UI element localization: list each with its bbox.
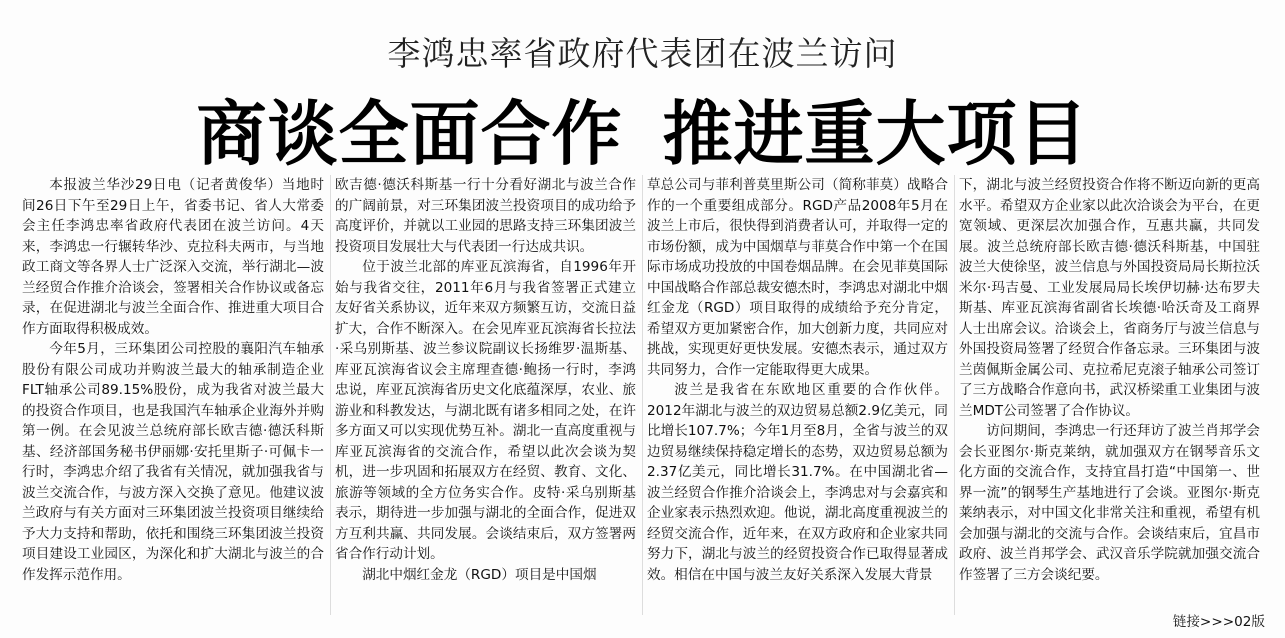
paragraph: 草总公司与菲利普莫里斯公司（简称菲莫）战略合作的一个重要组成部分。RGD产品2008年5月在波兰上市后，很快得到消费者认可，并取得一定的市场份额，成为中国烟草与菲莫合作中第一个在国际市场成功投放的中国卷烟品牌。在会见菲莫国际中国战略合作部总裁安德杰时，李鸿忠对湖北中烟红金龙（RGD）项目取得的成绩给予充分肯定，希望双方更加紧密合作，加大创新力度，共同应对挑战，实现更好更快发展。安德杰表示，通过双方共同努力，合作一定能取得更大成果。 (647, 177, 948, 378)
paragraph: 本报波兰华沙29日电（记者黄俊华）当地时间26日下午至29日上午，省委书记、省人大常委会主任李鸿忠率省政府代表团在波兰访问。4天来，李鸿忠一行辗转华沙、克拉科夫两市，与当地政工商文等各界人士广泛深入交流，举行湖北—波兰经贸合作推介洽谈会，签署相关合作协议或备忘录，在促进湖北与波兰全面合作、推进重大项目合作方面取得积极成效。 (22, 177, 324, 337)
column-4 (954, 175, 1266, 615)
article-subtitle: 李鸿忠率省政府代表团在波兰访问 (387, 34, 898, 73)
continuation-link[interactable]: 链接>>>02版 (1172, 614, 1265, 630)
paragraph: 位于波兰北部的库亚瓦滨海省，自1996年开始与我省交往，2011年6月与我省签署正式建立友好省关系协议，近年来双方频繁互访，交流日益扩大，合作不断深入。在会见库亚瓦滨海省长拉法·采乌别斯基、波兰参议院副议长扬维罗·温斯基、库亚瓦滨海省议会主席理查德·鲍扬一行时，李鸿忠说，库亚瓦滨海省历史文化底蕴深厚，农业、旅游业和科教发达，与湖北既有诸多相同之处，在许多方面又可以实现优势互补。湖北一直高度重视与库亚瓦滨海省的交流合作，希望以此次会谈为契机，进一步巩固和拓展双方在经贸、教育、文化、旅游等领域的全方位务实合作。皮特·采乌别斯基表示，期待进一步加强与湖北的全面合作，促进双方互利共赢、共同发展。会谈结束后，双方签署两省合作行动计划。 (335, 259, 636, 562)
column-2 (330, 175, 642, 615)
headline-part-1: 商谈全面合作 (196, 93, 623, 175)
paragraph: 欧吉德·德沃科斯基一行十分看好湖北与波兰合作的广阔前景，对三环集团波兰投资项目的成功给予高度评价，并就以工业园的思路支持三环集团波兰投资项目发展壮大与代表团一行达成共识。 (335, 177, 636, 255)
headline-part-2: 推进重大项目 (662, 93, 1089, 175)
article-body (18, 175, 1276, 615)
article-headline (0, 78, 1285, 179)
paragraph: 湖北中烟红金龙（RGD）项目是中国烟 (362, 566, 597, 583)
paragraph: 访问期间，李鸿忠一行还拜访了波兰肖邦学会会长亚图尔·斯克莱纳，就加强双方在钢琴音乐文化方面的交流合作，支持宜昌打造“中国第一、世界一流”的钢琴生产基地进行了会谈。亚图尔·斯克莱纳表示，对中国文化非常关注和重视，希望有机会加强与湖北的交流与合作。会谈结束后，宜昌市政府、波兰肖邦学会、武汉音乐学院就加强交流合作签署了三方会谈纪要。 (959, 423, 1260, 583)
paragraph: 下，湖北与波兰经贸投资合作将不断迈向新的更高水平。希望双方企业家以此次洽谈会为平台，在更宽领域、更深层次加强合作，互惠共赢，共同发展。波兰总统府部长欧吉德·德沃科斯基，中国驻波兰大使徐坚，波兰信息与外国投资局局长斯拉沃米尔·玛吉曼、工业发展局局长埃伊切赫·达布罗夫斯基、库亚瓦滨海省副省长埃德·哈沃奇及工商界人士出席会议。洽谈会上，省商务厅与波兰信息与外国投资局签署了经贸合作备忘录。三环集团与波兰茵佩斯金属公司、克拉希尼克滚子轴承公司签订了三方战略合作意向书，武汉桥梁重工业集团与波兰MDT公司签署了合作协议。 (959, 177, 1260, 419)
column-3 (642, 175, 954, 615)
paragraph: 波兰是我省在东欧地区重要的合作伙伴。2012年湖北与波兰的双边贸易总额2.9亿美元，同比增长107.7%；今年1月至8月，全省与波兰的双边贸易继续保持稳定增长的态势，双边贸易总额为2.37亿美元，同比增长31.7%。在中国湖北省—波兰经贸合作推介洽谈会上，李鸿忠对与会嘉宾和企业家表示热烈欢迎。他说，湖北高度重视波兰的经贸交流合作，近年来，在双方政府和企业家共同努力下，湖北与波兰的经贸投资合作已取得显著成效。相信在中国与波兰友好关系深入发展大背景 (647, 382, 948, 583)
column-1 (18, 175, 330, 615)
paragraph: 今年5月，三环集团公司控股的襄阳汽车轴承股份有限公司成功并购波兰最大的轴承制造企业FLT轴承公司89.15%股份，成为我省对波兰最大的投资合作项目，也是我国汽车轴承企业海外并购第一例。在会见波兰总统府部长欧吉德·德沃科斯基、经济部国务秘书伊丽娜·安托里斯子·可佩卡一行时，李鸿忠介绍了我省有关情况，就加强我省与波兰交流合作，与波方深入交换了意见。他建议波兰政府与有关方面对三环集团波兰投资项目继续给予大力支持和帮助，依托和围绕三环集团波兰投资项目建设工业园区，为深化和扩大湖北与波兰的合作发挥示范作用。 (22, 341, 324, 583)
